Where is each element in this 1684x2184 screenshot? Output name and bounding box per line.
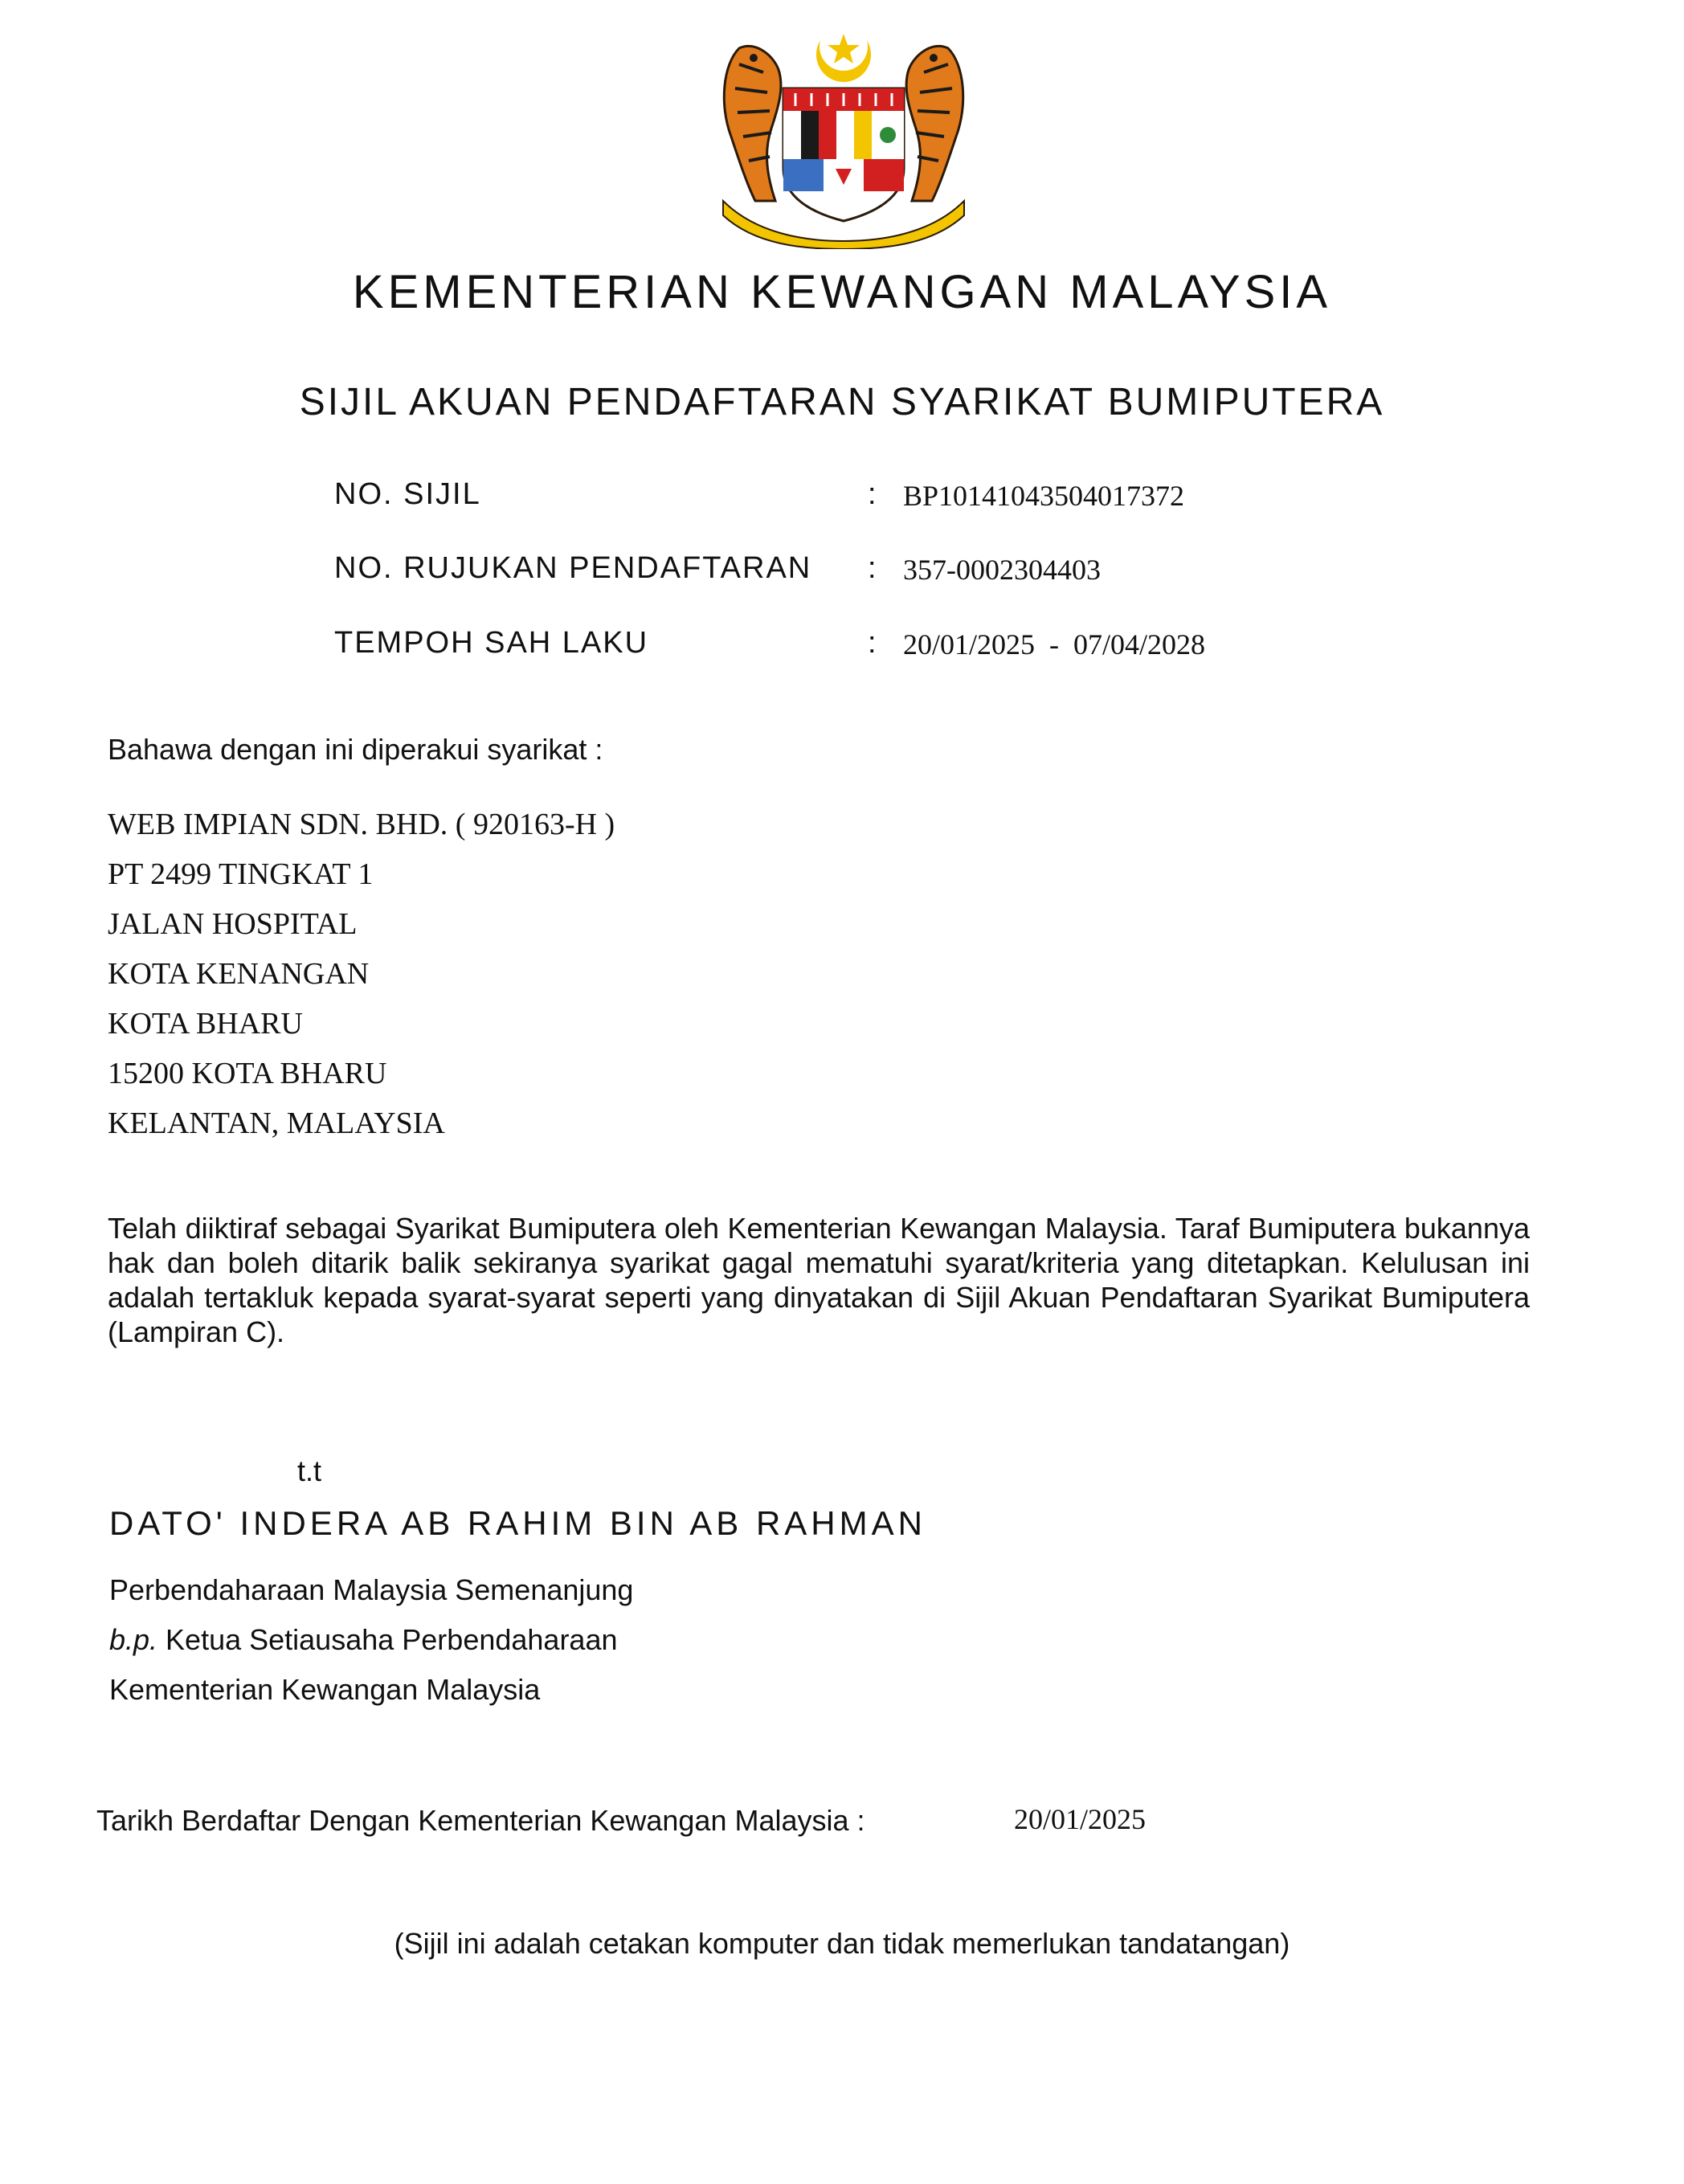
signatory-line-2 bbox=[109, 1615, 633, 1665]
signatory-name: DATO' INDERA AB RAHIM BIN AB RAHMAN bbox=[109, 1504, 926, 1542]
registration-ref-colon: : bbox=[868, 551, 877, 585]
cert-number-colon: : bbox=[868, 477, 877, 511]
address-line: PT 2499 TINGKAT 1 bbox=[108, 857, 374, 891]
footer-note: (Sijil ini adalah cetakan komputer dan tidak memerlukan tandatangan) bbox=[394, 1927, 1290, 1960]
address-line: KOTA KENANGAN bbox=[108, 957, 370, 991]
crescent-star-icon bbox=[816, 22, 871, 82]
certificate-title: SIJIL AKUAN PENDAFTARAN SYARIKAT BUMIPUTERA bbox=[299, 381, 1385, 423]
signatory-line-3: Kementerian Kewangan Malaysia bbox=[109, 1673, 541, 1706]
company-address-block bbox=[108, 800, 615, 1148]
coat-of-arms-emblem bbox=[707, 16, 980, 249]
bp-abbrev: b.p. bbox=[109, 1623, 158, 1656]
address-line: 15200 KOTA BHARU bbox=[108, 1057, 387, 1090]
validity-period-label: TEMPOH SAH LAKU bbox=[334, 626, 649, 660]
cert-number-value: BP10141043504017372 bbox=[903, 480, 1185, 512]
signatory-line-1: Perbendaharaan Malaysia Semenanjung bbox=[109, 1573, 634, 1606]
left-tiger-icon bbox=[724, 46, 781, 201]
signatory-details bbox=[109, 1565, 633, 1715]
validity-period-value: 20/01/2025 - 07/04/2028 bbox=[903, 628, 1205, 661]
address-line: KELANTAN, MALAYSIA bbox=[108, 1106, 445, 1140]
company-name: WEB IMPIAN SDN. BHD. ( 920163-H ) bbox=[108, 808, 615, 841]
registration-date-value: 20/01/2025 bbox=[1014, 1803, 1147, 1835]
shield-icon bbox=[783, 88, 904, 221]
intro-text: Bahawa dengan ini diperakui syarikat : bbox=[108, 733, 603, 766]
validity-period-colon: : bbox=[868, 626, 877, 660]
address-line: KOTA BHARU bbox=[108, 1007, 303, 1041]
tt-mark: t.t bbox=[297, 1454, 322, 1487]
right-tiger-icon bbox=[906, 46, 963, 201]
signatory-line-2-text: Ketua Setiausaha Perbendaharaan bbox=[157, 1623, 618, 1656]
registration-ref-label: NO. RUJUKAN PENDAFTARAN bbox=[334, 551, 812, 585]
registration-date-label: Tarikh Berdaftar Dengan Kementerian Kewangan Malaysia : bbox=[96, 1804, 865, 1837]
recognition-statement: Telah diiktiraf sebagai Syarikat Bumiputera oleh Kementerian Kewangan Malaysia. Taraf Bumiputera bukannya hak dan boleh ditarik balik sekiranya syarikat gagal mematuhi syarat/kriteria yang ditetapkan. Kelulusan ini adalah tertakluk kepada syarat-syarat seperti yang dinyatakan di Sijil Akuan Pendaftaran Syarikat Bumiputera (Lampiran C). bbox=[108, 1212, 1530, 1348]
ministry-title: KEMENTERIAN KEWANGAN MALAYSIA bbox=[352, 266, 1332, 318]
address-line: JALAN HOSPITAL bbox=[108, 907, 358, 941]
cert-number-label: NO. SIJIL bbox=[334, 477, 481, 511]
registration-ref-value: 357-0002304403 bbox=[903, 554, 1101, 586]
